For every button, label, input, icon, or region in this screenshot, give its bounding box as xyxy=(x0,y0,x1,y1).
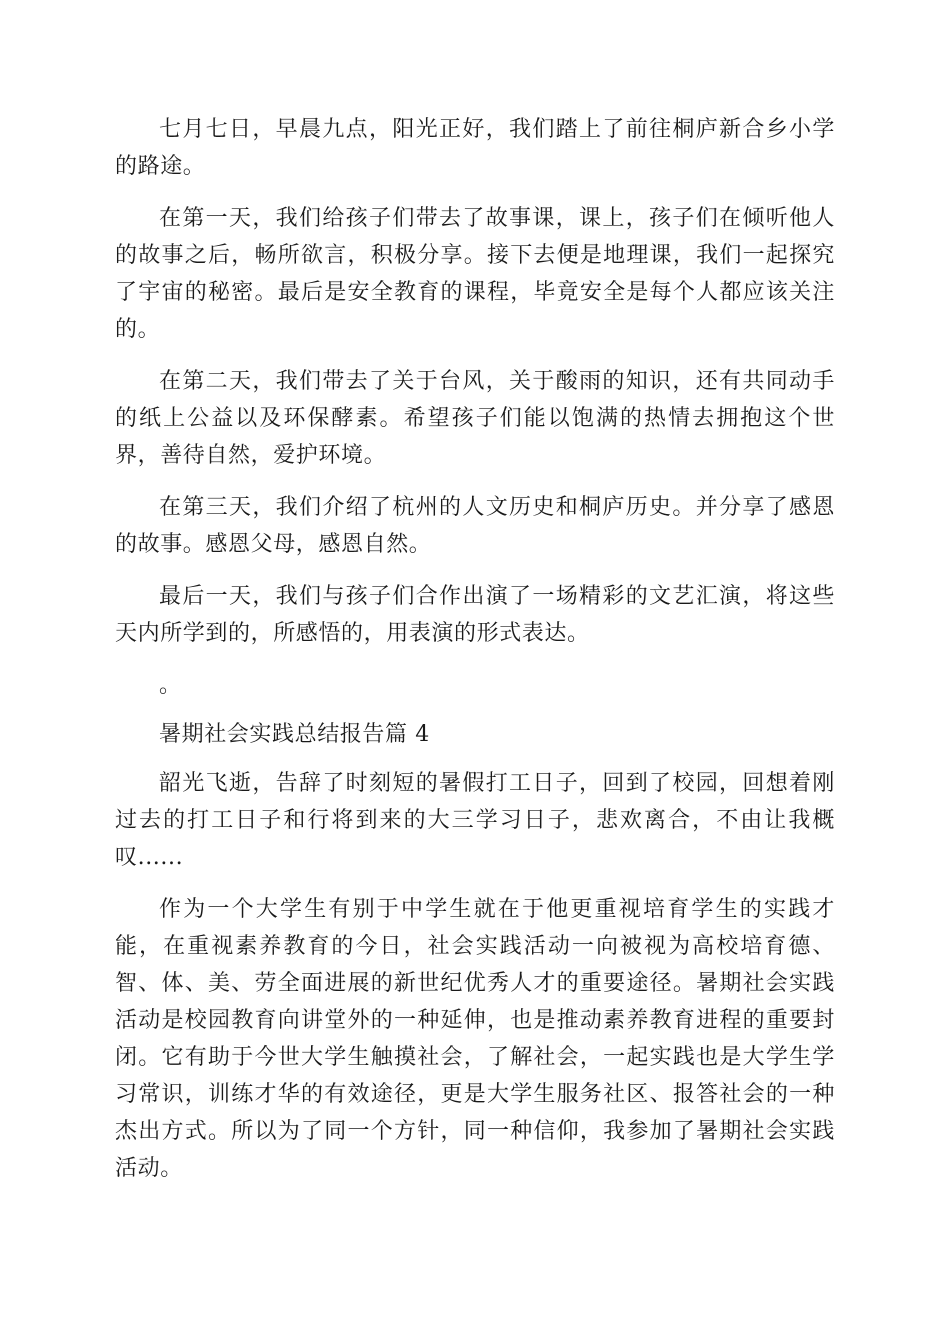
paragraph-day-three: 在第三天，我们介绍了杭州的人文历史和桐庐历史。并分享了感恩的故事。感恩父母，感恩自然。 xyxy=(115,495,835,557)
paragraph-departure: 七月七日，早晨九点，阳光正好，我们踏上了前往桐庐新合乡小学的路途。 xyxy=(115,117,835,179)
paragraph-intro: 韶光飞逝，告辞了时刻短的暑假打工日子，回到了校园，回想着刚过去的打工日子和行将到来的大三学习日子，悲欢离合，不由让我概叹...... xyxy=(115,771,835,870)
paragraph-day-two: 在第二天，我们带去了关于台风，关于酸雨的知识，还有共同动手的纸上公益以及环保酵素。希望孩子们能以饱满的热情去拥抱这个世界，善待自然，爱护环境。 xyxy=(115,369,835,468)
document-body xyxy=(115,111,835,1202)
paragraph-last-day: 最后一天，我们与孩子们合作出演了一场精彩的文艺汇演，将这些天内所学到的，所感悟的，用表演的形式表达。 xyxy=(115,584,835,646)
section-title: 暑期社会实践总结报告篇 4 xyxy=(159,722,430,747)
paragraph-day-one: 在第一天，我们给孩子们带去了故事课，课上，孩子们在倾听他人的故事之后，畅所欲言，积极分享。接下去便是地理课，我们一起探究了宇宙的秘密。最后是安全教育的课程，毕竟安全是每个人都应该关注的。 xyxy=(115,206,835,342)
paragraph-practice: 作为一个大学生有别于中学生就在于他更重视培育学生的实践才能，在重视素养教育的今日，社会实践活动一向被视为高校培育德、智、体、美、劳全面进展的新世纪优秀人才的重要途径。暑期社会实践活动是校园教育向讲堂外的一种延伸，也是推动素养教育进程的重要封闭。它有助于今世大学生触摸社会，了解社会，一起实践也是大学生学习常识，训练才华的有效途径，更是大学生服务社区、报答社会的一种杰出方式。所以为了同一个方针，同一种信仰，我参加了暑期社会实践活动。 xyxy=(115,897,835,1181)
separator-dot: 。 xyxy=(159,673,182,698)
